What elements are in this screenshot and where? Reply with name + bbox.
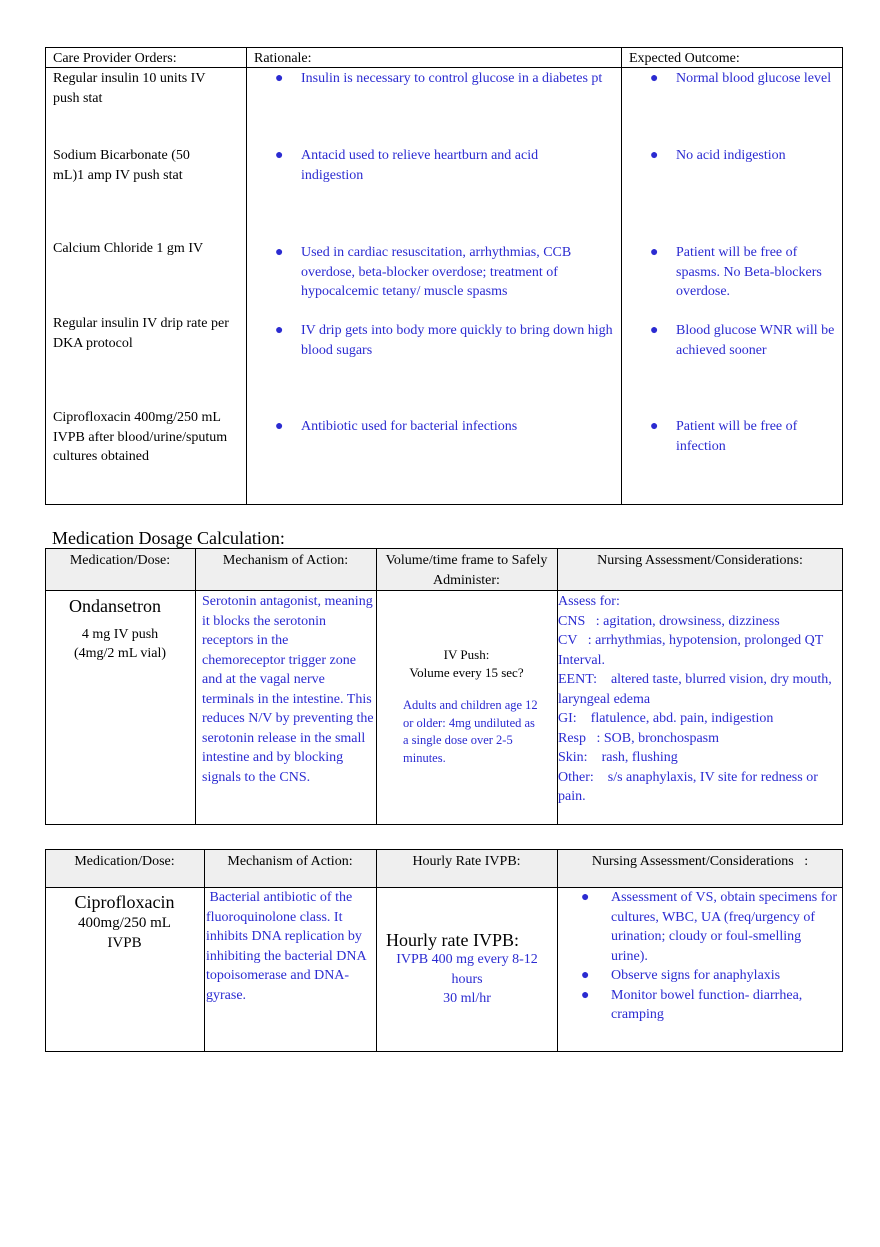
drug-name: Ciprofloxacin — [74, 892, 175, 912]
bullet-icon: ● — [650, 323, 659, 338]
rationale-item: ● Used in cardiac resuscitation, arrhythmias, CCB overdose, beta-blocker overdose; treatment of hypocalcemic tetany/ muscle spasms — [268, 243, 622, 302]
assessment-item: ● Assessment of VS, obtain specimens for cultures, WBC, UA (freq/urgency of urination; cloudy or foul-smelling urine). — [580, 888, 840, 966]
header-hourly-rate-ivpb: Hourly Rate IVPB: — [412, 854, 521, 869]
mechanism-text: Bacterial antibiotic of the fluoroquinolone class. It inhibits DNA replication by inhibiting the bacterial DNA topoisomerase and DNA-gyrase. — [206, 890, 370, 1003]
rationale-item: ● Insulin is necessary to control glucose in a diabetes pt — [268, 69, 622, 89]
assessment-line: CV : arrhythmias, hypotension, prolonged QT Interval. — [558, 633, 827, 668]
rationale-item: ● Antibiotic used for bacterial infections — [268, 417, 622, 437]
header-mechanism-of-action: Mechanism of Action: — [227, 854, 353, 869]
assessment-list — [580, 888, 840, 1025]
rationale-item: ● Antacid used to relieve heartburn and acid indigestion — [268, 146, 588, 185]
assessment-line: GI: flatulence, abd. pain, indigestion — [558, 711, 774, 726]
bullet-icon: ● — [581, 890, 590, 905]
dose-line: IVPB — [107, 935, 142, 951]
order-text: Regular insulin 10 units IV push stat — [53, 71, 206, 106]
rate-line: IVPB 400 mg every 8-12 hours — [396, 952, 538, 987]
dose-line: 4 mg IV push — [81, 627, 159, 642]
dose-line: 400mg/250 mL — [78, 915, 171, 931]
header-nursing-assessment: Nursing Assessment/Considerations: — [597, 553, 803, 568]
header-nursing-assessment: Nursing Assessment/Considerations : — [591, 854, 809, 869]
rationale-item: ● IV drip gets into body more quickly to bring down high blood sugars — [268, 321, 624, 360]
section-title: Medication Dosage Calculation: — [52, 528, 285, 548]
outcome-item: ● Normal blood glucose level — [643, 69, 843, 89]
header-mechanism-of-action: Mechanism of Action: — [222, 553, 349, 568]
assessment-item: ● Monitor bowel function- diarrhea, cramping — [580, 986, 840, 1025]
assessment-item: ● Observe signs for anaphylaxis — [580, 966, 840, 986]
bullet-icon: ● — [275, 419, 284, 434]
header-medication-dose: Medication/Dose: — [69, 553, 171, 568]
assessment-line: Other: s/s anaphylaxis, IV site for redness or pain. — [558, 769, 822, 804]
volume-note: Adults and children age 12 or older: 4mg undiluted as a single dose over 2-5 minutes. — [403, 698, 538, 765]
bullet-icon: ● — [650, 148, 659, 163]
bullet-icon: ● — [275, 323, 284, 338]
assessment-list — [558, 592, 842, 807]
bullet-icon: ● — [275, 71, 284, 86]
outcome-item: ● Patient will be free of infection — [643, 417, 843, 456]
header-care-provider-orders: Care Provider Orders: — [53, 51, 177, 66]
rate-title: Hourly rate IVPB: — [386, 930, 519, 950]
rate-line: 30 ml/hr — [443, 991, 491, 1006]
header-volume-time-frame: Volume/time frame to Safely Administer: — [385, 553, 548, 588]
order-text: Ciprofloxacin 400mg/250 mL IVPB after blood/urine/sputum cultures obtained — [53, 410, 228, 464]
assessment-line: Assess for: — [558, 594, 620, 609]
bullet-icon: ● — [581, 987, 590, 1003]
dose-line: (4mg/2 mL vial) — [73, 646, 167, 661]
bullet-icon: ● — [581, 968, 590, 983]
header-medication-dose: Medication/Dose: — [74, 854, 175, 869]
bullet-icon: ● — [275, 245, 284, 260]
order-text: Regular insulin IV drip rate per DKA protocol — [53, 316, 229, 351]
volume-title: IV Push: — [443, 647, 490, 662]
bullet-icon: ● — [650, 419, 659, 434]
assessment-line: EENT: altered taste, blurred vision, dry mouth, laryngeal edema — [558, 672, 836, 707]
bullet-icon: ● — [650, 71, 659, 86]
drug-name: Ondansetron — [69, 596, 161, 616]
header-expected-outcome: Expected Outcome: — [629, 51, 740, 66]
outcome-item: ● No acid indigestion — [643, 146, 843, 166]
order-text: Calcium Chloride 1 gm IV — [53, 241, 204, 256]
mechanism-text: Serotonin antagonist, meaning it blocks the serotonin receptors in the chemoreceptor trigger zone and at the vagal nerve terminals in the intestine. This reduces N/V by preventing the serotonin release in the small intestine and by blocking signals to the CNS. — [202, 594, 374, 785]
assessment-line: Resp : SOB, bronchospasm — [558, 730, 719, 746]
assessment-line: Skin: rash, flushing — [558, 750, 678, 765]
bullet-icon: ● — [275, 148, 284, 163]
volume-line: Volume every 15 sec? — [409, 665, 524, 680]
header-rationale: Rationale: — [254, 51, 312, 66]
outcome-item: ● Blood glucose WNR will be achieved sooner — [643, 321, 843, 360]
assessment-line: CNS : agitation, drowsiness, dizziness — [558, 613, 780, 629]
order-text: Sodium Bicarbonate (50 mL)1 amp IV push stat — [53, 148, 190, 183]
outcome-item: ● Patient will be free of spasms. No Beta-blockers overdose. — [643, 243, 845, 302]
bullet-icon: ● — [650, 245, 659, 260]
